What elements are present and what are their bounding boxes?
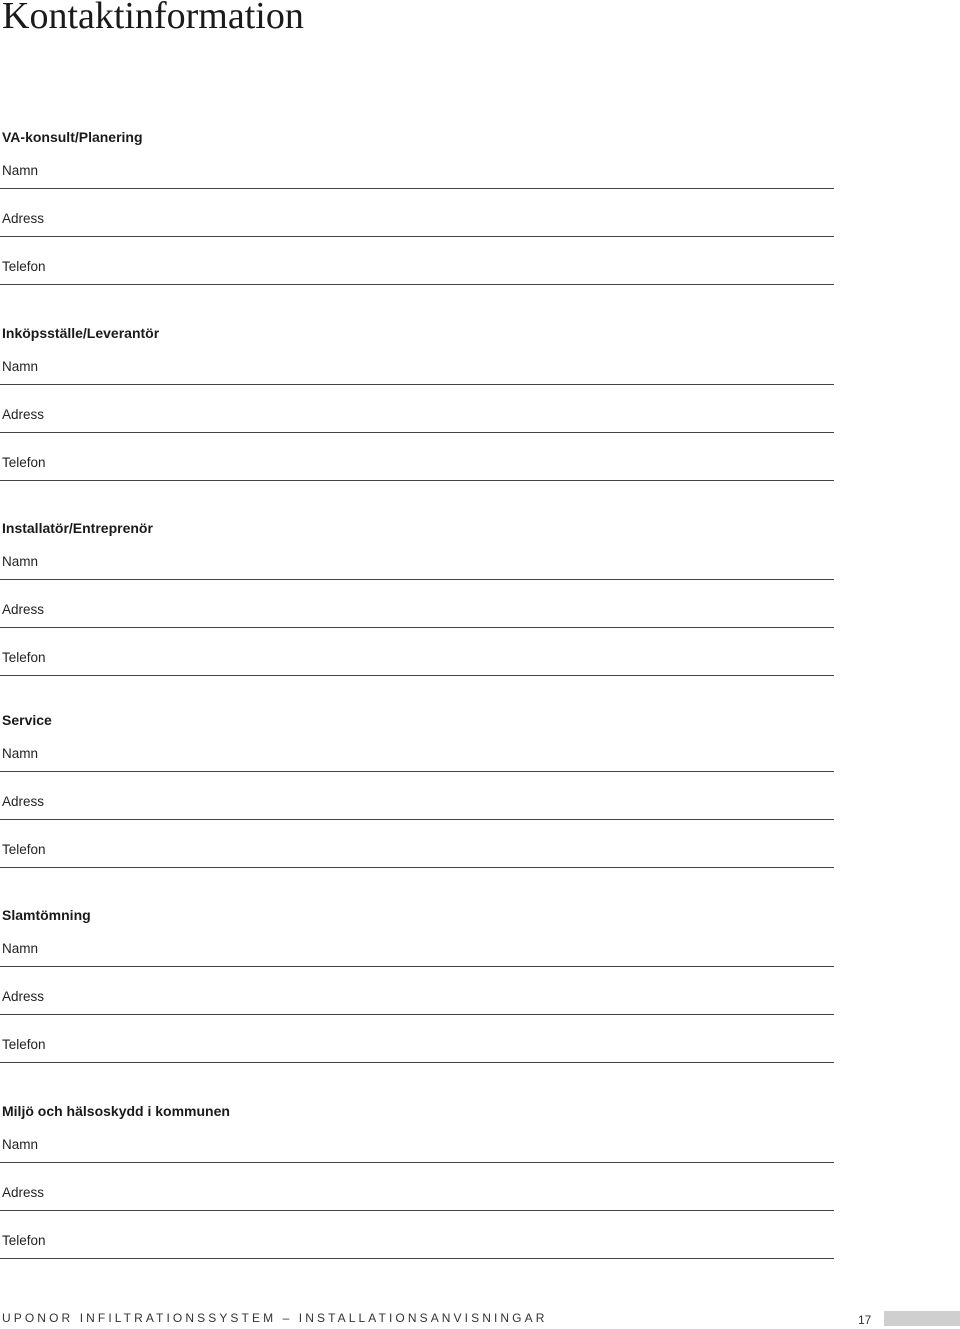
footer-text: UPONOR INFILTRATIONSSYSTEM – INSTALLATIONSANVISNINGAR	[2, 1311, 548, 1325]
section-heading: Inköpsställe/Leverantör	[2, 325, 160, 341]
fill-in-line	[0, 819, 834, 820]
fill-in-line	[0, 1162, 834, 1163]
field-label: Adress	[2, 407, 45, 422]
field-label: Namn	[2, 554, 39, 569]
address-field[interactable]	[0, 601, 834, 629]
fill-in-line	[0, 432, 834, 433]
phone-field[interactable]	[0, 1232, 834, 1260]
name-field[interactable]	[0, 1136, 834, 1164]
field-label: Telefon	[2, 259, 46, 274]
field-label: Adress	[2, 989, 45, 1004]
field-label: Namn	[2, 163, 39, 178]
field-label: Telefon	[2, 650, 46, 665]
field-label: Telefon	[2, 1233, 46, 1248]
fill-in-line	[0, 867, 834, 868]
section-heading: Slamtömning	[2, 907, 91, 923]
name-field[interactable]	[0, 940, 834, 968]
field-label: Adress	[2, 211, 45, 226]
name-field[interactable]	[0, 162, 834, 190]
field-label: Telefon	[2, 455, 46, 470]
field-label: Namn	[2, 941, 39, 956]
page-tab-decoration	[884, 1311, 960, 1326]
page-number: 17	[858, 1313, 872, 1327]
address-field[interactable]	[0, 1184, 834, 1212]
address-field[interactable]	[0, 210, 834, 238]
address-field[interactable]	[0, 406, 834, 434]
field-label: Adress	[2, 1185, 45, 1200]
section-heading: Miljö och hälsoskydd i kommunen	[2, 1103, 230, 1119]
fill-in-line	[0, 1062, 834, 1063]
address-field[interactable]	[0, 988, 834, 1016]
fill-in-line	[0, 1210, 834, 1211]
fill-in-line	[0, 579, 834, 580]
fill-in-line	[0, 771, 834, 772]
fill-in-line	[0, 480, 834, 481]
name-field[interactable]	[0, 553, 834, 581]
phone-field[interactable]	[0, 1036, 834, 1064]
phone-field[interactable]	[0, 454, 834, 482]
fill-in-line	[0, 627, 834, 628]
field-label: Namn	[2, 1137, 39, 1152]
section-heading: Installatör/Entreprenör	[2, 520, 153, 536]
fill-in-line	[0, 384, 834, 385]
address-field[interactable]	[0, 793, 834, 821]
fill-in-line	[0, 1258, 834, 1259]
fill-in-line	[0, 966, 834, 967]
phone-field[interactable]	[0, 258, 834, 286]
field-label: Telefon	[2, 1037, 46, 1052]
fill-in-line	[0, 188, 834, 189]
fill-in-line	[0, 675, 834, 676]
section-heading: VA-konsult/Planering	[2, 129, 143, 145]
section-heading: Service	[2, 712, 52, 728]
phone-field[interactable]	[0, 649, 834, 677]
phone-field[interactable]	[0, 841, 834, 869]
field-label: Adress	[2, 794, 45, 809]
name-field[interactable]	[0, 358, 834, 386]
name-field[interactable]	[0, 745, 834, 773]
field-label: Adress	[2, 602, 45, 617]
page-title: Kontaktinformation	[2, 0, 304, 37]
field-label: Namn	[2, 746, 39, 761]
fill-in-line	[0, 284, 834, 285]
field-label: Telefon	[2, 842, 46, 857]
fill-in-line	[0, 236, 834, 237]
fill-in-line	[0, 1014, 834, 1015]
field-label: Namn	[2, 359, 39, 374]
